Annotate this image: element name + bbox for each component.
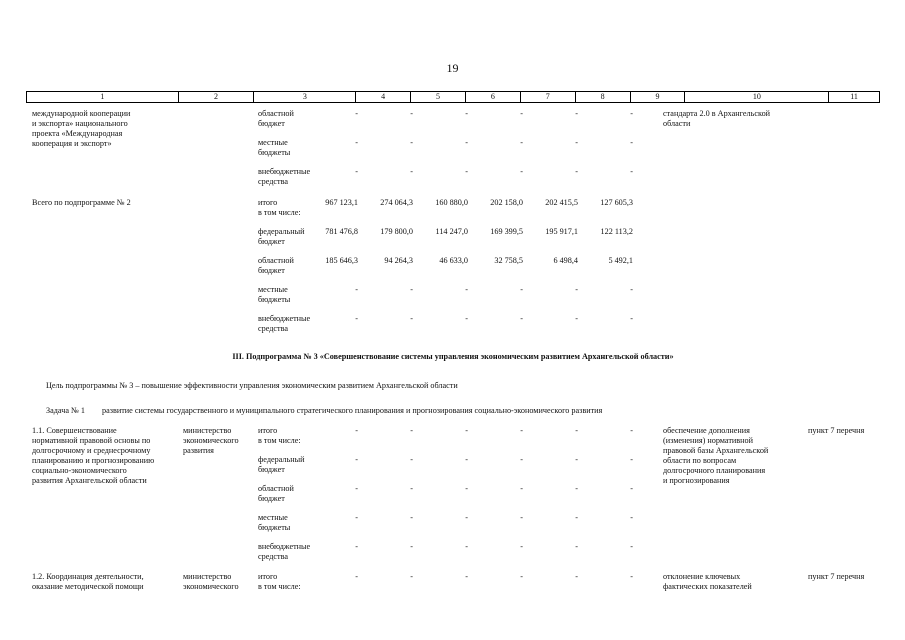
header-col-1: 1 — [27, 92, 179, 102]
amount-value: - — [355, 572, 358, 581]
amount-value: - — [410, 138, 413, 147]
amount-value: - — [630, 513, 633, 522]
funding-source: итого — [258, 198, 278, 207]
activity-name: планированию и прогнозированию — [32, 456, 155, 465]
amount-value: - — [575, 513, 578, 522]
expected-result: долгосрочного планирования — [663, 466, 766, 475]
funding-source: областной — [258, 109, 294, 118]
funding-source: в том числе: — [258, 436, 301, 445]
section-title: III. Подпрограмма № 3 «Совершенствование системы управления экономическим развитием Архангельской области» — [232, 352, 674, 361]
responsible-executor: министерство — [183, 426, 232, 435]
amount-value: - — [355, 285, 358, 294]
amount-value: - — [410, 455, 413, 464]
activity-name: международной кооперации — [32, 109, 131, 118]
amount-value: - — [465, 513, 468, 522]
responsible-executor: развития — [183, 446, 214, 455]
amount-value: - — [465, 109, 468, 118]
amount-value: 967 123,1 — [325, 198, 358, 207]
funding-source: внебюджетные — [258, 167, 311, 176]
amount-value: - — [630, 138, 633, 147]
amount-value: - — [520, 426, 523, 435]
header-col-5: 5 — [411, 92, 466, 102]
amount-value: - — [575, 484, 578, 493]
header-col-11: 11 — [850, 92, 858, 101]
activity-name: 1.1. Совершенствование — [32, 426, 117, 435]
funding-source: областной — [258, 484, 294, 493]
amount-value: - — [410, 314, 413, 323]
amount-value: - — [575, 572, 578, 581]
amount-value: 114 247,0 — [435, 227, 468, 236]
amount-value: - — [355, 426, 358, 435]
amount-value: - — [520, 513, 523, 522]
amount-value: 274 064,3 — [380, 198, 413, 207]
activity-name: кооперация и экспорт» — [32, 139, 112, 148]
amount-value: - — [630, 167, 633, 176]
funding-source: бюджет — [258, 494, 285, 503]
funding-source: внебюджетные — [258, 542, 311, 551]
funding-source: итого — [258, 572, 278, 581]
funding-source: средства — [258, 552, 289, 561]
amount-value: - — [410, 572, 413, 581]
amount-value: - — [575, 167, 578, 176]
expected-result: отклонение ключевых — [663, 572, 741, 581]
amount-value: 122 113,2 — [600, 227, 633, 236]
reference-item: пункт 7 перечня — [808, 572, 865, 581]
amount-value: - — [410, 285, 413, 294]
amount-value: - — [355, 314, 358, 323]
expected-result: (изменения) нормативной — [663, 436, 754, 445]
amount-value: - — [465, 167, 468, 176]
subprogram-goal: Цель подпрограммы № 3 – повышение эффективности управления экономическим развитием Архангельской области — [46, 381, 458, 390]
amount-value: - — [520, 167, 523, 176]
funding-source: в том числе: — [258, 582, 301, 591]
amount-value: - — [410, 109, 413, 118]
funding-source: бюджеты — [258, 148, 291, 157]
amount-value: 202 415,5 — [545, 198, 578, 207]
funding-source: средства — [258, 324, 289, 333]
amount-value: - — [575, 109, 578, 118]
activity-name: и экспорта» национального — [32, 119, 128, 128]
amount-value: - — [410, 542, 413, 551]
amount-value: - — [630, 109, 633, 118]
activity-name: социально-экономического — [32, 466, 127, 475]
funding-source: областной — [258, 256, 294, 265]
amount-value: - — [520, 314, 523, 323]
task-label: Задача № 1 — [46, 406, 85, 415]
amount-value: 32 758,5 — [494, 256, 523, 265]
amount-value: - — [355, 455, 358, 464]
amount-value: 6 498,4 — [553, 256, 578, 265]
header-col-9: 9 — [631, 92, 686, 102]
amount-value: - — [410, 484, 413, 493]
amount-value: 94 264,3 — [384, 256, 413, 265]
amount-value: - — [355, 484, 358, 493]
amount-value: - — [410, 167, 413, 176]
amount-value: - — [520, 455, 523, 464]
amount-value: - — [355, 138, 358, 147]
activity-name: проекта «Международная — [32, 129, 123, 138]
page-number: 19 — [446, 61, 459, 75]
responsible-executor: экономического — [183, 436, 239, 445]
funding-source: бюджеты — [258, 523, 291, 532]
funding-source: местные — [258, 513, 288, 522]
header-col-10: 10 — [685, 92, 829, 102]
amount-value: - — [465, 285, 468, 294]
funding-source: бюджет — [258, 266, 285, 275]
amount-value: - — [575, 426, 578, 435]
amount-value: - — [630, 484, 633, 493]
amount-value: - — [630, 285, 633, 294]
amount-value: - — [410, 426, 413, 435]
header-col-3: 3 — [254, 92, 356, 102]
amount-value: - — [575, 542, 578, 551]
table-header — [26, 91, 880, 103]
funding-source: итого — [258, 426, 278, 435]
activity-name: оказание методической помощи — [32, 582, 144, 591]
amount-value: - — [520, 542, 523, 551]
amount-value: - — [355, 542, 358, 551]
activity-name: развития Архангельской области — [32, 476, 147, 485]
expected-result: обеспечение дополнения — [663, 426, 750, 435]
header-col-4: 4 — [356, 92, 411, 102]
amount-value: - — [465, 455, 468, 464]
amount-value: - — [575, 138, 578, 147]
amount-value: 202 158,0 — [490, 198, 523, 207]
amount-value: - — [520, 572, 523, 581]
amount-value: 127 605,3 — [600, 198, 633, 207]
funding-source: бюджет — [258, 237, 285, 246]
amount-value: 179 800,0 — [380, 227, 413, 236]
amount-value: 5 492,1 — [608, 256, 633, 265]
amount-value: - — [520, 138, 523, 147]
subprogram-total-label: Всего по подпрограмме № 2 — [32, 198, 131, 207]
responsible-executor: министерство — [183, 572, 232, 581]
expected-result: фактических показателей — [663, 582, 752, 591]
funding-source: федеральный — [258, 455, 305, 464]
amount-value: 46 633,0 — [439, 256, 468, 265]
header-col-2: 2 — [179, 92, 255, 102]
responsible-executor: экономического — [183, 582, 239, 591]
funding-source: местные — [258, 138, 288, 147]
funding-source: средства — [258, 177, 289, 186]
amount-value: - — [465, 484, 468, 493]
expected-result: и прогнозирования — [663, 476, 730, 485]
header-col-6: 6 — [466, 92, 521, 102]
funding-source: в том числе: — [258, 208, 301, 217]
amount-value: - — [630, 426, 633, 435]
amount-value: - — [465, 572, 468, 581]
funding-source: федеральный — [258, 227, 305, 236]
amount-value: - — [520, 285, 523, 294]
amount-value: - — [575, 455, 578, 464]
amount-value: 169 399,5 — [490, 227, 523, 236]
amount-value: - — [465, 426, 468, 435]
amount-value: - — [630, 455, 633, 464]
amount-value: - — [465, 138, 468, 147]
expected-result: правовой базы Архангельской — [663, 446, 769, 455]
funding-source: бюджет — [258, 465, 285, 474]
activity-name: нормативной правовой основы по — [32, 436, 151, 445]
amount-value: - — [520, 109, 523, 118]
amount-value: 185 646,3 — [325, 256, 358, 265]
amount-value: - — [465, 314, 468, 323]
funding-source: внебюджетные — [258, 314, 311, 323]
amount-value: - — [355, 109, 358, 118]
funding-source: местные — [258, 285, 288, 294]
amount-value: 160 880,0 — [435, 198, 468, 207]
funding-source: бюджеты — [258, 295, 291, 304]
header-col-8: 8 — [576, 92, 631, 102]
expected-result: стандарта 2.0 в Архангельской — [663, 109, 771, 118]
amount-value: - — [355, 167, 358, 176]
amount-value: - — [465, 542, 468, 551]
amount-value: - — [410, 513, 413, 522]
amount-value: 781 476,8 — [325, 227, 358, 236]
task-text: развитие системы государственного и муниципального стратегического планирования и прогнозирования социально-экономического развития — [102, 406, 603, 415]
funding-source: бюджет — [258, 119, 285, 128]
amount-value: - — [355, 513, 358, 522]
amount-value: - — [575, 285, 578, 294]
reference-item: пункт 7 перечня — [808, 426, 865, 435]
amount-value: - — [630, 542, 633, 551]
expected-result: области по вопросам — [663, 456, 737, 465]
amount-value: - — [520, 484, 523, 493]
amount-value: - — [575, 314, 578, 323]
amount-value: - — [630, 314, 633, 323]
amount-value: - — [630, 572, 633, 581]
expected-result: области — [663, 119, 691, 128]
header-col-7: 7 — [521, 92, 576, 102]
amount-value: 195 917,1 — [545, 227, 578, 236]
activity-name: 1.2. Координация деятельности, — [32, 572, 144, 581]
activity-name: долгосрочному и среднесрочному — [32, 446, 151, 455]
